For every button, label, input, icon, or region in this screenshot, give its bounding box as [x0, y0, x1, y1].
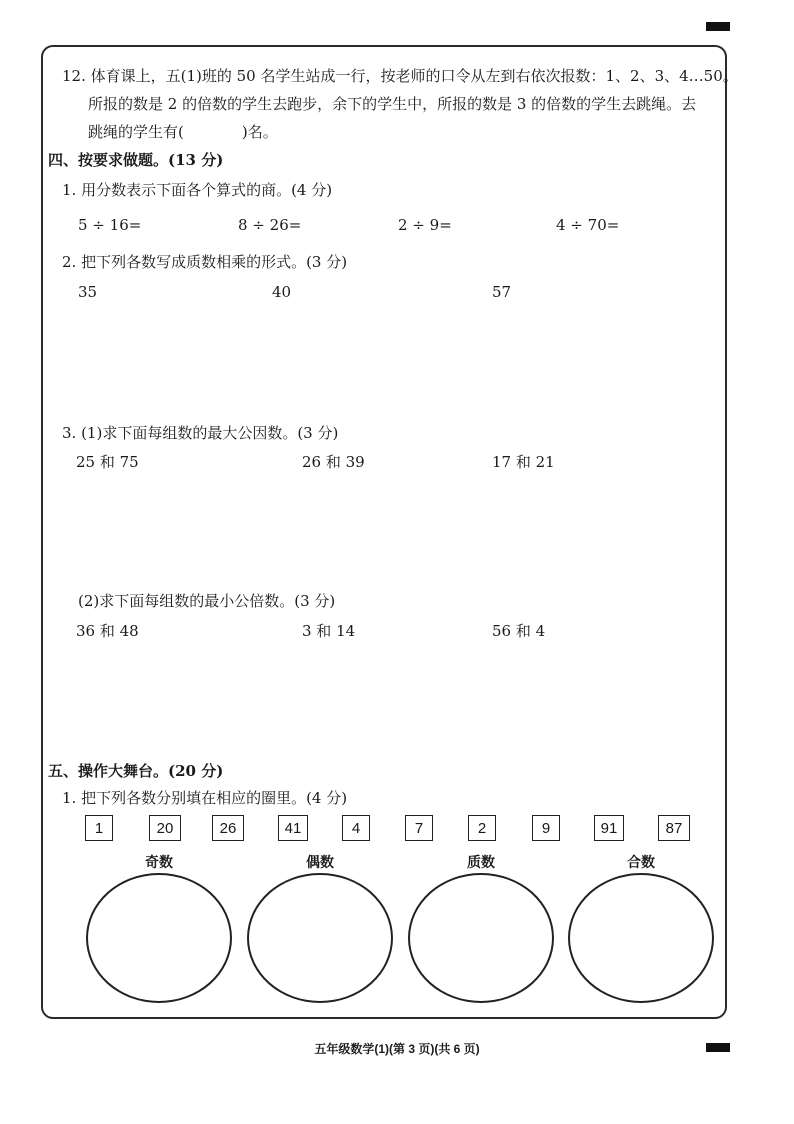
page-footer: 五年级数学(1)(第 3 页)(共 6 页)	[314, 1042, 480, 1056]
section5-title: 五、操作大舞台。(20 分)	[48, 762, 224, 780]
number-card[interactable]: 26	[212, 815, 244, 841]
number-card[interactable]: 1	[85, 815, 113, 841]
s4-q2-title: 2. 把下列各数写成质数相乘的形式。(3 分)	[62, 253, 348, 271]
s4-q1-title: 1. 用分数表示下面各个算式的商。(4 分)	[62, 181, 333, 199]
s4-q2-item: 35	[78, 283, 98, 301]
s4-q1-item: 4 ÷ 70=	[556, 216, 620, 234]
s4-q1-item: 5 ÷ 16=	[78, 216, 142, 234]
s4-q2-item: 40	[272, 283, 292, 301]
circle-label-odd: 奇数	[145, 855, 173, 871]
s4-q2-item: 57	[492, 283, 512, 301]
s5-q1-title: 1. 把下列各数分别填在相应的圈里。(4 分)	[62, 789, 348, 807]
number-card[interactable]: 9	[532, 815, 560, 841]
circle-label-prime: 质数	[467, 855, 495, 871]
prime-circle[interactable]	[408, 873, 554, 1003]
q12-line3-pre: 跳绳的学生有(	[88, 123, 184, 141]
composite-circle[interactable]	[568, 873, 714, 1003]
s4-q3-sub2-title: (2)求下面每组数的最小公倍数。(3 分)	[78, 592, 336, 610]
circle-label-even: 偶数	[306, 855, 334, 871]
odd-circle[interactable]	[86, 873, 232, 1003]
number-card[interactable]: 91	[594, 815, 624, 841]
s4-q1-item: 2 ÷ 9=	[398, 216, 452, 234]
q12-line2: 所报的数是 2 的倍数的学生去跑步，余下的学生中，所报的数是 3 的倍数的学生去跳绳。去	[88, 95, 697, 113]
s4-q3-item: 17 和 21	[492, 453, 555, 471]
corner-mark-top	[706, 22, 730, 31]
even-circle[interactable]	[247, 873, 393, 1003]
q12-line3-post: )名。	[241, 123, 278, 141]
s4-q1-item: 8 ÷ 26=	[238, 216, 302, 234]
circle-label-composite: 合数	[627, 855, 655, 871]
number-card[interactable]: 41	[278, 815, 308, 841]
section4-title: 四、按要求做题。(13 分)	[48, 151, 224, 169]
s4-q3-sub2-item: 56 和 4	[492, 622, 546, 640]
s4-q3-item: 25 和 75	[76, 453, 139, 471]
number-card[interactable]: 2	[468, 815, 496, 841]
s4-q3-item: 26 和 39	[302, 453, 365, 471]
q12-line1: 12. 体育课上，五(1)班的 50 名学生站成一行，按老师的口令从左到右依次报数：1、2、3、4…50。	[62, 67, 738, 85]
number-card[interactable]: 20	[149, 815, 181, 841]
s4-q3-title: 3. (1)求下面每组数的最大公因数。(3 分)	[62, 424, 339, 442]
s4-q3-sub2-item: 3 和 14	[302, 622, 356, 640]
q12-line3	[88, 122, 278, 142]
number-card[interactable]: 7	[405, 815, 433, 841]
number-card[interactable]: 4	[342, 815, 370, 841]
number-card[interactable]: 87	[658, 815, 690, 841]
s4-q3-sub2-item: 36 和 48	[76, 622, 139, 640]
